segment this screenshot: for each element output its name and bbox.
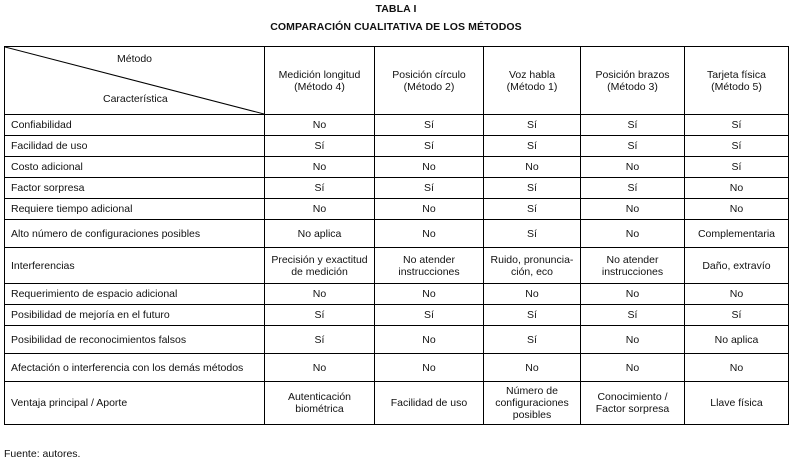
table-cell (375, 157, 484, 178)
source-note: Fuente: autores. (4, 448, 81, 460)
cell-text: Sí (731, 140, 742, 152)
table-cell (484, 199, 581, 220)
table-cell (375, 199, 484, 220)
cell-text: biométrica (295, 403, 344, 415)
cell-text: instrucciones (398, 265, 460, 278)
table-cell (581, 305, 685, 326)
table-cell (375, 326, 484, 354)
cell-text: No (729, 361, 744, 374)
table-cell (581, 326, 685, 354)
cell-text: No (422, 333, 436, 346)
cell-text: Sí (424, 309, 434, 321)
cell-text: Sí (314, 333, 325, 346)
cell-text: Sí (424, 182, 434, 194)
table-cell (581, 220, 685, 248)
cell-text: Sí (627, 140, 638, 152)
table-row (5, 178, 789, 199)
table-cell (484, 157, 581, 178)
cell-text: Sí (731, 119, 742, 131)
cell-text: Precisión y exactitud (271, 253, 368, 266)
table-cell (265, 178, 375, 199)
table-row (5, 136, 789, 157)
cell-text: Sí (527, 333, 537, 346)
row-label: Posibilidad de reconocimientos falsos (5, 326, 265, 354)
table-cell (484, 382, 581, 425)
cell-text: No (312, 161, 327, 173)
cell-text: No (625, 288, 640, 300)
cell-text: No aplica (714, 333, 759, 346)
table-title: COMPARACIÓN CUALITATIVA DE LOS MÉTODOS (270, 21, 522, 33)
column-header: Voz habla (Método 1) (484, 47, 581, 115)
table-cell (265, 354, 375, 382)
table-cell (484, 136, 581, 157)
row-label: Alto número de configuraciones posibles (5, 220, 265, 248)
table-cell (265, 220, 375, 248)
table-cell (375, 178, 484, 199)
table-row (5, 382, 789, 425)
table-cell (685, 284, 789, 305)
cell-text: Conocimiento / (597, 391, 668, 403)
header-row (5, 47, 789, 115)
cell-text: No (625, 333, 640, 346)
table-cell (265, 305, 375, 326)
cell-text: Sí (314, 309, 325, 321)
row-label: Confiabilidad (5, 115, 265, 136)
cell-text: No (312, 288, 327, 300)
table-cell (685, 248, 789, 284)
cell-text: No (422, 361, 436, 374)
comparison-table (4, 46, 789, 425)
cell-text: No (625, 203, 640, 215)
table-cell (685, 199, 789, 220)
table-row (5, 248, 789, 284)
cell-text: Sí (314, 140, 325, 152)
table-cell (265, 157, 375, 178)
cell-text: No atender (403, 253, 455, 266)
cell-text: Sí (731, 161, 742, 173)
cell-text: No aplica (297, 227, 342, 240)
cell-text: No (422, 203, 436, 215)
table-cell (581, 115, 685, 136)
table-cell (685, 354, 789, 382)
table-cell (581, 136, 685, 157)
cell-text: No (625, 361, 640, 374)
cell-text: Sí (527, 119, 537, 131)
cell-text: Autenticación (287, 391, 352, 403)
cell-text: Ruido, pronuncia- (490, 253, 574, 266)
cell-text: Sí (527, 309, 537, 321)
table-cell (265, 382, 375, 425)
row-label: Afectación o interferencia con los demás métodos (5, 354, 265, 382)
table-cell (581, 284, 685, 305)
cell-text: No (312, 119, 327, 131)
table-cell (375, 136, 484, 157)
table-cell (685, 382, 789, 425)
column-header: Tarjeta física (Método 5) (685, 47, 789, 115)
cell-text: No (729, 182, 744, 194)
cell-text: Sí (627, 119, 638, 131)
cell-text: Número de (506, 385, 558, 397)
row-label: Costo adicional (5, 157, 265, 178)
column-header: Posición círculo (Método 2) (375, 47, 484, 115)
table-row (5, 326, 789, 354)
cell-text: Sí (527, 182, 537, 194)
table-cell (265, 115, 375, 136)
cell-text: No (525, 361, 539, 374)
table-row (5, 199, 789, 220)
cell-text: No (312, 203, 327, 215)
row-label: Requerimiento de espacio adicional (5, 284, 265, 305)
cell-text: configuraciones (495, 397, 569, 409)
table-row (5, 115, 789, 136)
table-cell (375, 248, 484, 284)
table-cell (375, 115, 484, 136)
table-cell (375, 354, 484, 382)
cell-text: No (625, 161, 640, 173)
table-cell (581, 382, 685, 425)
table-cell (265, 136, 375, 157)
table-cell (375, 305, 484, 326)
column-header: Medición longitud (Método 4) (265, 47, 375, 115)
cell-text: No (422, 288, 436, 300)
table-cell (484, 326, 581, 354)
cell-text: No (422, 161, 436, 173)
cell-text: Sí (627, 182, 638, 194)
table-cell (685, 115, 789, 136)
table-cell (265, 248, 375, 284)
table-cell (265, 284, 375, 305)
table-cell (484, 354, 581, 382)
table-cell (375, 220, 484, 248)
column-header: Posición brazos (Método 3) (581, 47, 685, 115)
table-cell (581, 354, 685, 382)
cell-text: No (525, 288, 539, 300)
cell-text: instrucciones (601, 265, 664, 278)
cell-text: posibles (512, 409, 552, 421)
cell-text: Sí (527, 203, 537, 215)
row-label: Factor sorpresa (5, 178, 265, 199)
table-row (5, 157, 789, 178)
cell-text: No (422, 227, 436, 240)
table-number: TABLA I (375, 3, 417, 15)
cell-text: Sí (527, 140, 537, 152)
cell-text: de medición (291, 265, 348, 278)
cell-text: Sí (627, 309, 638, 321)
table-cell (685, 178, 789, 199)
cell-text: Sí (314, 182, 325, 194)
cell-text: Sí (731, 309, 742, 321)
table-row (5, 305, 789, 326)
row-label: Requiere tiempo adicional (5, 199, 265, 220)
cell-text: Daño, extravío (702, 259, 771, 272)
row-label: Ventaja principal / Aporte (5, 382, 265, 425)
table-cell (375, 382, 484, 425)
table-cell (484, 305, 581, 326)
cell-text: No (525, 161, 539, 173)
table-cell (685, 157, 789, 178)
corner-characteristic-label: Característica (103, 93, 168, 105)
cell-text: ción, eco (510, 265, 554, 278)
cell-text: Sí (424, 119, 434, 131)
cell-text: Sí (424, 140, 434, 152)
table-cell (685, 136, 789, 157)
table-cell (685, 305, 789, 326)
cell-text: Complementaria (697, 227, 776, 240)
row-label: Facilidad de uso (5, 136, 265, 157)
corner-method-label: Método (117, 53, 153, 65)
table-cell (375, 284, 484, 305)
table-cell (581, 178, 685, 199)
table-cell (484, 115, 581, 136)
table-cell (685, 326, 789, 354)
cell-text: No (729, 203, 744, 215)
cell-text: No (312, 361, 327, 374)
table-cell (484, 248, 581, 284)
table-row (5, 354, 789, 382)
table-cell (581, 248, 685, 284)
cell-text: Sí (527, 227, 537, 240)
cell-text: Facilidad de uso (390, 397, 468, 409)
cell-text: No (625, 227, 640, 240)
table-cell (685, 220, 789, 248)
table-cell (265, 326, 375, 354)
table-row (5, 220, 789, 248)
table-cell (265, 199, 375, 220)
table-cell (581, 157, 685, 178)
table-row (5, 284, 789, 305)
cell-text: Factor sorpresa (595, 403, 670, 415)
row-label: Posibilidad de mejoría en el futuro (5, 305, 265, 326)
cell-text: Llave física (710, 397, 763, 409)
corner-header-cell (5, 47, 265, 115)
cell-text: No atender (606, 253, 659, 266)
table-cell (581, 199, 685, 220)
table-cell (484, 220, 581, 248)
table-cell (484, 284, 581, 305)
table-cell (484, 178, 581, 199)
cell-text: No (729, 288, 744, 300)
row-label: Interferencias (5, 248, 265, 284)
